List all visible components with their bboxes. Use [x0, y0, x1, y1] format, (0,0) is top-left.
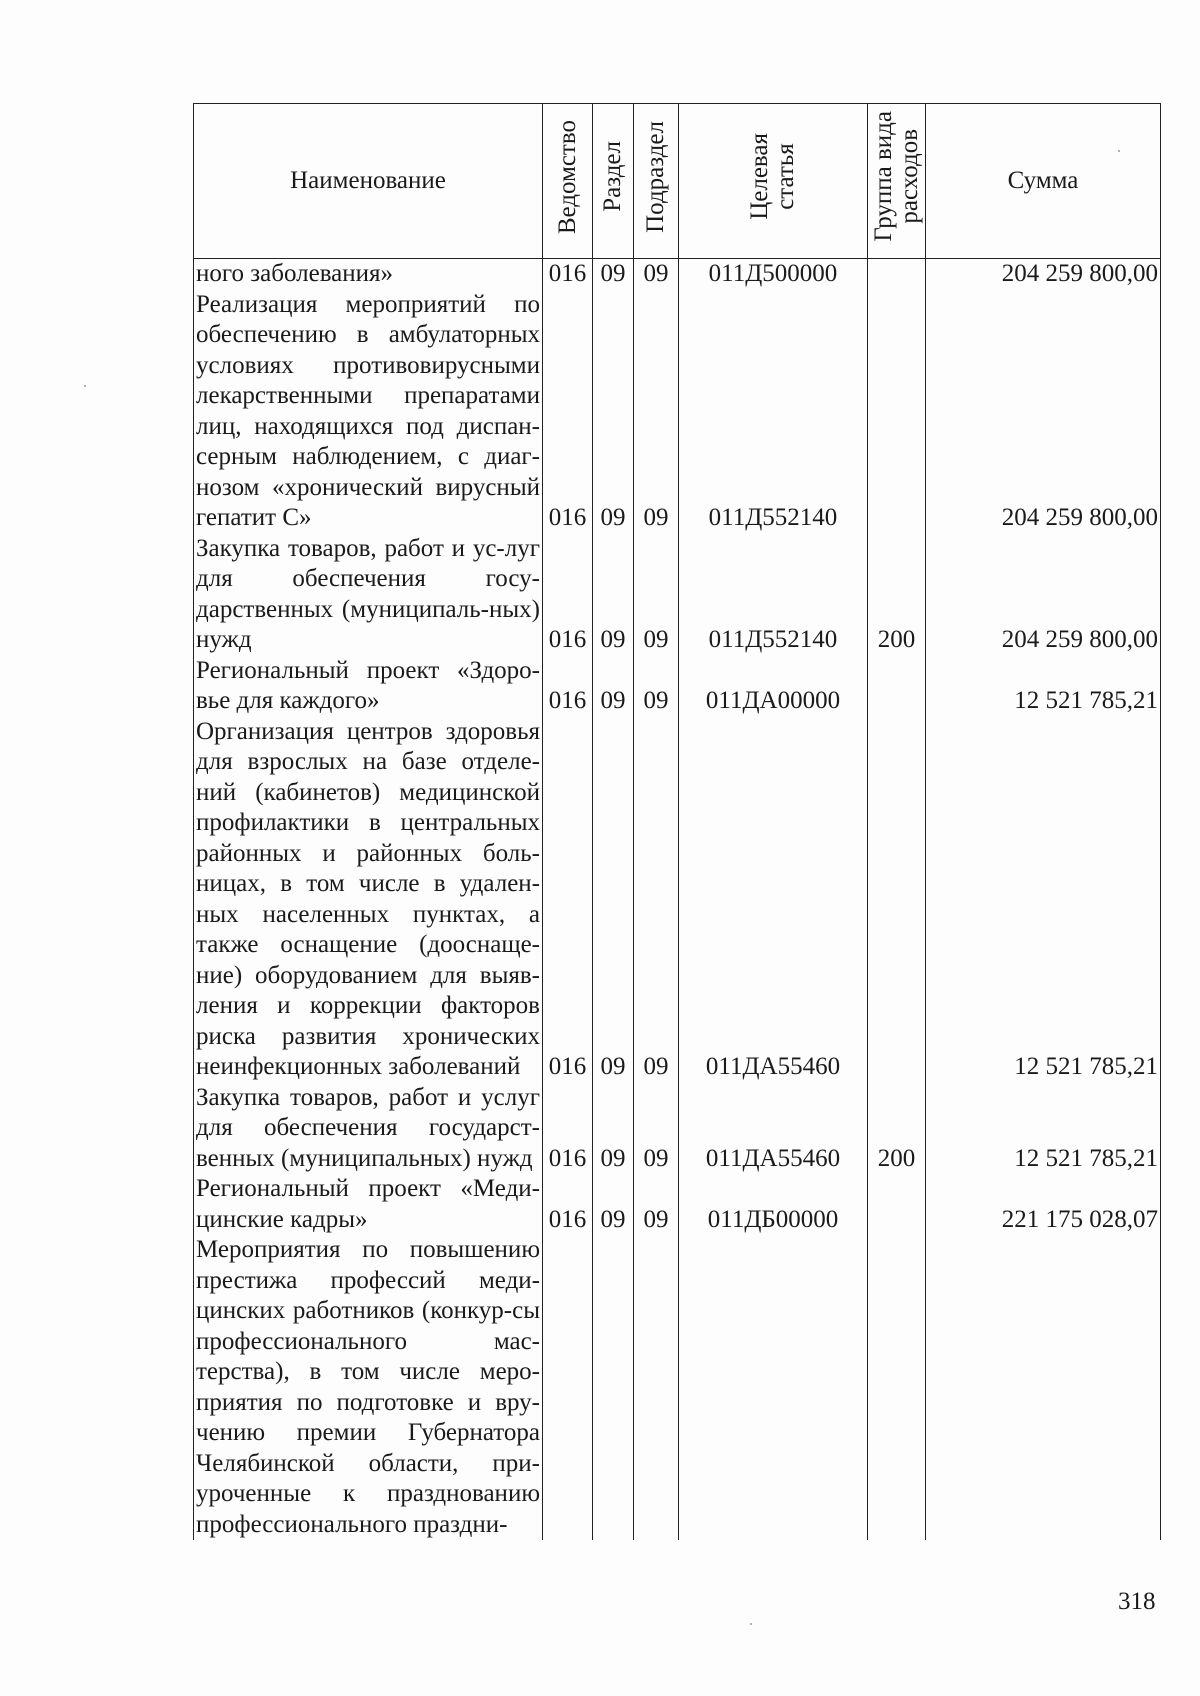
row-summa: 204 259 800,00 — [926, 534, 1161, 656]
row-podrazdel: 09 — [634, 534, 679, 656]
row-razdel: 09 — [593, 259, 634, 290]
row-celevaya-statya: 011ДА00000 — [679, 656, 868, 717]
row-podrazdel: 09 — [634, 259, 679, 290]
table-header — [194, 104, 1161, 259]
row-gruppa: 200 — [868, 534, 926, 656]
table-row — [194, 1083, 1161, 1175]
row-vedomstvo: 016 — [543, 290, 593, 534]
row-summa: 12 521 785,21 — [926, 717, 1161, 1083]
row-vedomstvo — [543, 1235, 593, 1540]
table-row — [194, 717, 1161, 1083]
row-razdel: 09 — [593, 717, 634, 1083]
row-podrazdel: 09 — [634, 717, 679, 1083]
table-row — [194, 259, 1161, 290]
row-summa: 204 259 800,00 — [926, 290, 1161, 534]
row-razdel: 09 — [593, 1174, 634, 1235]
row-vedomstvo: 016 — [543, 1083, 593, 1175]
header-summa: Сумма — [926, 104, 1161, 259]
row-summa: 12 521 785,21 — [926, 1083, 1161, 1175]
row-summa: 204 259 800,00 — [926, 259, 1161, 290]
row-vedomstvo: 016 — [543, 656, 593, 717]
row-gruppa — [868, 259, 926, 290]
row-name: Закупка товаров, работ и услуг для обеспечения государст-венных (муниципальных) нужд — [194, 1083, 543, 1175]
row-podrazdel — [634, 1235, 679, 1540]
scan-speck — [750, 1623, 752, 1625]
row-podrazdel: 09 — [634, 1174, 679, 1235]
scan-speck — [1118, 150, 1120, 152]
table-body — [194, 259, 1161, 1541]
row-podrazdel: 09 — [634, 1083, 679, 1175]
table-row — [194, 290, 1161, 534]
row-gruppa — [868, 717, 926, 1083]
row-summa: 12 521 785,21 — [926, 656, 1161, 717]
header-razdel: Раздел — [593, 104, 634, 259]
row-celevaya-statya: 011ДБ00000 — [679, 1174, 868, 1235]
row-gruppa — [868, 656, 926, 717]
row-gruppa — [868, 290, 926, 534]
row-summa: 221 175 028,07 — [926, 1174, 1161, 1235]
table-row — [194, 656, 1161, 717]
page-number: 318 — [1118, 1588, 1156, 1615]
row-razdel: 09 — [593, 534, 634, 656]
row-celevaya-statya: 011ДА55460 — [679, 1083, 868, 1175]
header-gruppa-vida-rashodov: Группа вида расходов — [868, 104, 926, 259]
row-celevaya-statya: 011Д500000 — [679, 259, 868, 290]
row-razdel: 09 — [593, 656, 634, 717]
row-name: Мероприятия по повышению престижа профессий меди-цинских работников (конкур-сы профессионального мас-терства), в том числе меро-приятия по подготовке и вру-чению премии Губернатора Челябинской области, при-уроченные к празднованию профессионального праздни- — [194, 1235, 543, 1540]
row-name: Реализация мероприятий по обеспечению в амбулаторных условиях противовирусными лекарственными препаратами лиц, находящихся под диспан-серным наблюдением, с диаг-нозом «хронический вирусный гепатит С» — [194, 290, 543, 534]
row-name: Закупка товаров, работ и ус-луг для обеспечения госу-дарственных (муниципаль-ных) нужд — [194, 534, 543, 656]
row-celevaya-statya: 011ДА55460 — [679, 717, 868, 1083]
row-celevaya-statya — [679, 1235, 868, 1540]
table-row — [194, 1235, 1161, 1540]
table-row — [194, 534, 1161, 656]
row-razdel: 09 — [593, 290, 634, 534]
header-name: Наименование — [194, 104, 543, 259]
row-name: Региональный проект «Здоро-вье для каждого» — [194, 656, 543, 717]
row-vedomstvo: 016 — [543, 259, 593, 290]
budget-table — [193, 103, 1161, 1540]
row-celevaya-statya: 011Д552140 — [679, 534, 868, 656]
table-row — [194, 1174, 1161, 1235]
row-podrazdel: 09 — [634, 290, 679, 534]
row-gruppa: 200 — [868, 1083, 926, 1175]
row-name: ного заболевания» — [194, 259, 543, 290]
row-razdel: 09 — [593, 1083, 634, 1175]
row-name: Организация центров здоровья для взрослых на базе отделе-ний (кабинетов) медицинской профилактики в центральных районных и районных боль-ницах, в том числе в удален-ных населенных пунктах, а также оснащение (дооснаще-ние) оборудованием для выяв-ления и коррекции факторов риска развития хронических неинфекционных заболеваний — [194, 717, 543, 1083]
row-vedomstvo: 016 — [543, 534, 593, 656]
row-vedomstvo: 016 — [543, 1174, 593, 1235]
row-summa — [926, 1235, 1161, 1540]
scan-speck — [84, 385, 86, 387]
row-gruppa — [868, 1235, 926, 1540]
row-gruppa — [868, 1174, 926, 1235]
row-celevaya-statya: 011Д552140 — [679, 290, 868, 534]
header-podrazdel: Подраздел — [634, 104, 679, 259]
header-vedomstvo: Ведомство — [543, 104, 593, 259]
row-razdel — [593, 1235, 634, 1540]
row-name: Региональный проект «Меди-цинские кадры» — [194, 1174, 543, 1235]
row-podrazdel: 09 — [634, 656, 679, 717]
row-vedomstvo: 016 — [543, 717, 593, 1083]
header-celevaya-statya: Целевая статья — [679, 104, 868, 259]
